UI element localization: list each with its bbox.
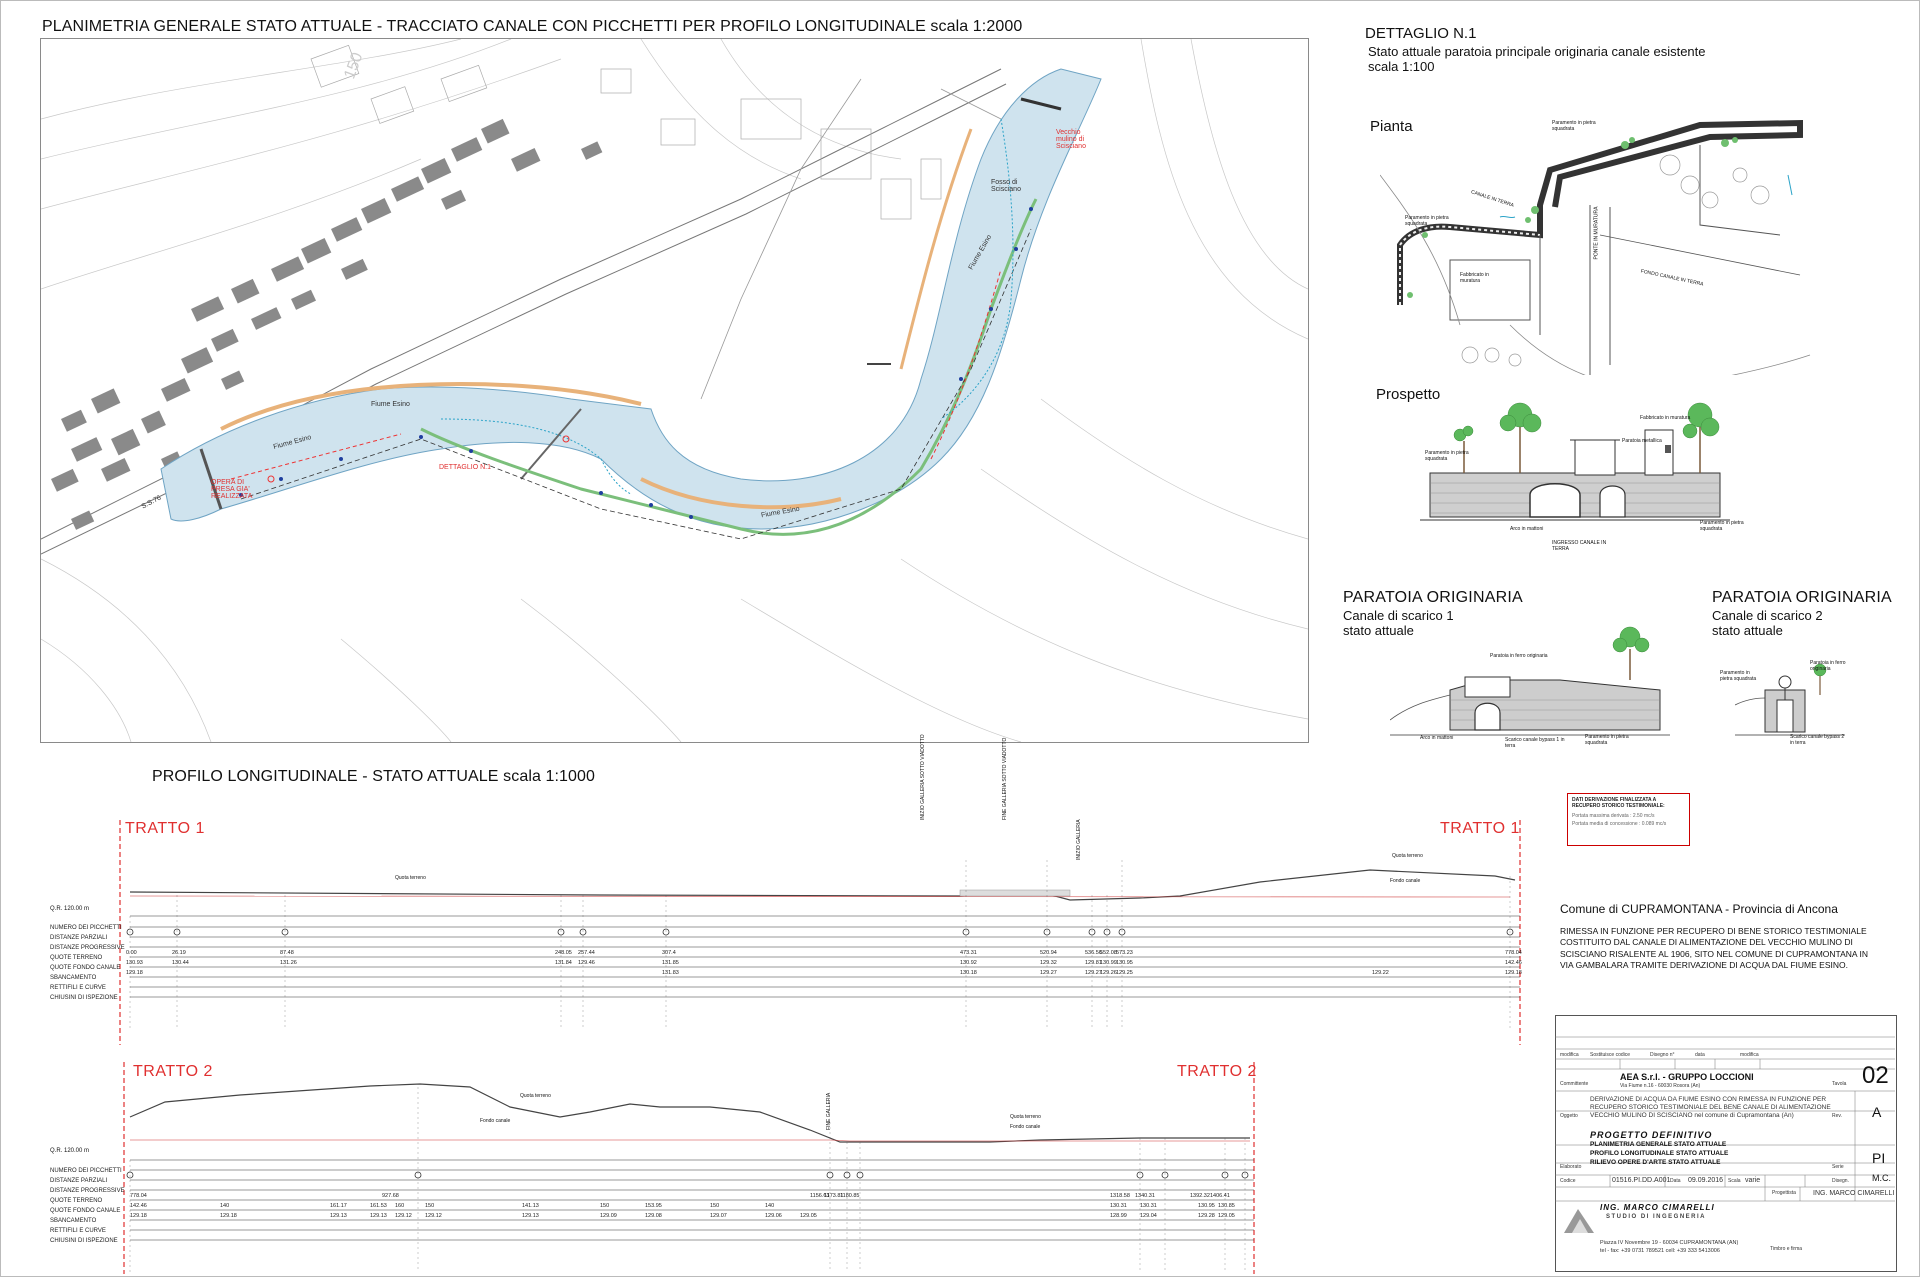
terrain-value: 131.26 bbox=[280, 960, 297, 966]
prospetto-label: Prospetto bbox=[1376, 386, 1441, 403]
river-label-4: Fiume Esino bbox=[967, 233, 994, 272]
channel-bottom-value: 131.83 bbox=[662, 970, 679, 976]
progressive-value: 927.68 bbox=[382, 1193, 399, 1199]
terrain-value: 161.17 bbox=[330, 1203, 347, 1209]
detail-subtitle-1: Stato attuale paratoia principale originaria canale esistente bbox=[1368, 44, 1706, 59]
fosso-label: Fosso di Scisciano bbox=[991, 179, 1021, 193]
vlabel-inizio-galleria-viadotto: INIZIO GALLERIA SOTTO VIADOTTO bbox=[920, 734, 926, 820]
tb-date: 09.09.2016 bbox=[1688, 1177, 1724, 1184]
row-label: CHIUSINI DI ISPEZIONE bbox=[50, 995, 118, 1001]
tb-progettista-label: Progettista bbox=[1772, 1190, 1796, 1196]
progressive-value: 473.31 bbox=[960, 950, 977, 956]
pianta-note-fondo: FONDO CANALE IN TERRA bbox=[1640, 268, 1705, 288]
contour-lines bbox=[41, 39, 1308, 742]
info-box-line1: Portata massima derivata : 2.50 mc/s bbox=[1572, 813, 1655, 819]
profile-tratto1-drawing bbox=[40, 820, 1530, 1050]
pianta-note-paramento: Paramento in pietra squadrata bbox=[1552, 120, 1596, 132]
tratto2-bottom-label-2: Fondo canale bbox=[1010, 1124, 1041, 1130]
tb-timbro: Timbro e firma bbox=[1770, 1246, 1803, 1252]
pianta-note-ponte: PONTE IN MURATURA bbox=[1593, 206, 1600, 260]
tratto2-left-label: TRATTO 2 bbox=[133, 1063, 213, 1080]
tb-scale: varie bbox=[1745, 1177, 1761, 1184]
terrain-value: 130.44 bbox=[172, 960, 189, 966]
tratto1-terrain-label: Quota terreno bbox=[395, 875, 426, 881]
tb-drawing-1: PLANIMETRIA GENERALE STATO ATTUALE bbox=[1590, 1141, 1727, 1148]
site-plan bbox=[40, 38, 1309, 743]
progressive-value: 1156.63 bbox=[810, 1193, 830, 1199]
terrain-value: 160 bbox=[395, 1203, 405, 1209]
terrain-value: 130.95 bbox=[1198, 1203, 1215, 1209]
dettaglio-map-label: DETTAGLIO N.1 bbox=[439, 464, 491, 471]
row-label: DISTANZE PARZIALI bbox=[50, 935, 108, 941]
detail-subtitle-2: scala 1:100 bbox=[1368, 59, 1435, 74]
prospetto-note-arco: Arco in mattoni bbox=[1510, 526, 1544, 532]
progressive-value: 248.05 bbox=[555, 950, 572, 956]
progressive-value: 778.04 bbox=[1505, 950, 1522, 956]
studio-logo-icon bbox=[1562, 1205, 1596, 1235]
terrain-value: 142.46 bbox=[130, 1203, 147, 1209]
channel-bottom-value: 129.22 bbox=[1372, 970, 1389, 976]
terrain-value: 130.92 bbox=[960, 960, 977, 966]
tb-type: PI bbox=[1872, 1150, 1886, 1166]
tb-tavola-label: Tavola bbox=[1832, 1081, 1847, 1087]
progressive-value: 1318.58 bbox=[1110, 1193, 1130, 1199]
tb-client: AEA S.r.l. - GRUPPO LOCCIONI bbox=[1620, 1072, 1754, 1082]
terrain-value: 150 bbox=[425, 1203, 435, 1209]
comune-title: Comune di CUPRAMONTANA - Provincia di Ancona bbox=[1560, 902, 1838, 916]
terrain-value: 131.85 bbox=[662, 960, 679, 966]
road-label: S.S.76 bbox=[140, 494, 163, 511]
paratoia1-note-2: Arco in mattoni bbox=[1420, 735, 1454, 741]
tb-revision: A bbox=[1872, 1104, 1882, 1120]
paratoia1-drawing bbox=[1390, 625, 1670, 740]
row-label: QUOTE FONDO CANALE bbox=[50, 1208, 121, 1214]
paratoia1-line3: stato attuale bbox=[1343, 623, 1414, 638]
progressive-value: 520.94 bbox=[1040, 950, 1057, 956]
river-label-3: Fiume Esino bbox=[760, 505, 801, 520]
progressive-value: 26.19 bbox=[172, 950, 186, 956]
mulino-label: Vecchio mulino di Scisciano bbox=[1056, 129, 1086, 150]
terrain-value: 130.95 bbox=[1116, 960, 1133, 966]
vlabel-fine-galleria-viadotto: FINE GALLERIA SOTTO VIADOTTO bbox=[1002, 737, 1008, 820]
channel-bottom-value: 129.13 bbox=[330, 1213, 347, 1219]
progressive-value: 778.04 bbox=[130, 1193, 147, 1199]
tb-elaborato-label: Elaborato bbox=[1560, 1164, 1582, 1170]
terrain-value: 153.95 bbox=[645, 1203, 662, 1209]
profile-tratto2-drawing bbox=[40, 1062, 1270, 1277]
prospetto-note-fabbricato: Fabbricato in muratura bbox=[1640, 415, 1691, 421]
row-label: CHIUSINI DI ISPEZIONE bbox=[50, 1238, 118, 1244]
profile-title: PROFILO LONGITUDINALE - STATO ATTUALE scala 1:1000 bbox=[152, 768, 596, 785]
channel-bottom-value: 129.05 bbox=[1218, 1213, 1235, 1219]
tb-serie-label: Serie bbox=[1832, 1164, 1844, 1170]
tratto2-terrain-label: Quota terreno bbox=[520, 1093, 551, 1099]
paratoia2-note-2: Paratoia in ferro originaria bbox=[1810, 660, 1846, 672]
channel-bottom-value: 129.18 bbox=[220, 1213, 237, 1219]
paratoia2-line3: stato attuale bbox=[1712, 623, 1783, 638]
tb-modifica-2: modifica bbox=[1740, 1052, 1759, 1058]
contour-label: 150 bbox=[341, 50, 367, 82]
channel-bottom-value: 129.13 bbox=[522, 1213, 539, 1219]
channel-bottom-value: 129.07 bbox=[710, 1213, 727, 1219]
tratto2-bottom-label: Fondo canale bbox=[480, 1118, 511, 1124]
terrain-value: 150 bbox=[710, 1203, 720, 1209]
vlabel-inizio-galleria: INIZIO GALLERIA bbox=[1076, 819, 1082, 860]
tb-rev-label: Rev. bbox=[1832, 1113, 1842, 1119]
river-label-2: Fiume Esino bbox=[371, 401, 410, 408]
progressive-value: 87.48 bbox=[280, 950, 294, 956]
tb-sostituisce: Sostituisce codice bbox=[1590, 1052, 1631, 1058]
channel-bottom-value: 129.18 bbox=[1505, 970, 1522, 976]
project-description: RIMESSA IN FUNZIONE PER RECUPERO DI BENE STORICO TESTIMONIALE COSTITUITO DAL CANALE DI ALIMENTAZIONE DEL VECCHIO MULINO DI SCISCIANO RISALENTE AL 1906, SITO NEL COMUNE DI CUPRAMONTANA IN VIA GAMBALARA TRAMITE DERIVAZIONE DI ACQUA DAL FIUME ESINO. bbox=[1560, 926, 1868, 971]
river-label-1: Fiume Esino bbox=[272, 434, 313, 451]
derivation-data-box bbox=[1567, 793, 1690, 846]
tratto2-terrain-label-2: Quota terreno bbox=[1010, 1114, 1041, 1120]
prospetto-drawing bbox=[1420, 395, 1750, 560]
row-label: DISTANZE PROGRESSIVE bbox=[50, 945, 125, 951]
terrain-value: 130.85 bbox=[1218, 1203, 1235, 1209]
channel-bottom-value: 129.26 bbox=[1100, 970, 1117, 976]
tratto1-bottom-label: Fondo canale bbox=[1390, 878, 1421, 884]
pianta-note-fabbricato: Fabbricato in muratura bbox=[1460, 272, 1489, 284]
terrain-value: 140 bbox=[220, 1203, 230, 1209]
paratoia1-note-3: Scarico canale bypass 1 in terra bbox=[1505, 737, 1565, 749]
row-label: NUMERO DEI PICCHETTI bbox=[50, 925, 122, 931]
info-box-title: DATI DERIVAZIONE FINALIZZATA A RECUPERO STORICO TESTIMONIALE: bbox=[1572, 797, 1665, 809]
terrain-value: 129.32 bbox=[1040, 960, 1057, 966]
tb-client-addr: Via Fiume n.16 - 60030 Rosora (An) bbox=[1620, 1083, 1701, 1089]
terrain-value: 130.31 bbox=[1110, 1203, 1127, 1209]
row-label: NUMERO DEI PICCHETTI bbox=[50, 1168, 122, 1174]
channel-bottom-value: 129.12 bbox=[395, 1213, 412, 1219]
paratoia2-line2: Canale di scarico 2 bbox=[1712, 608, 1823, 623]
tb-contacts: tel - fax: +39 0731 789521 cell: +39 333 5413006 bbox=[1600, 1248, 1720, 1254]
tb-modifica-1: modifica bbox=[1560, 1052, 1579, 1058]
pianta-drawing bbox=[1380, 115, 1820, 375]
tb-drawn-by: M.C. bbox=[1872, 1173, 1891, 1183]
terrain-value: 141.13 bbox=[522, 1203, 539, 1209]
tb-address: Piazza IV Novembre 19 - 60034 CUPRAMONTANA (AN) bbox=[1600, 1240, 1739, 1246]
channel-bottom-value: 130.18 bbox=[960, 970, 977, 976]
tratto2-qr: Q.R. 120.00 m bbox=[50, 1148, 90, 1154]
opera-label: OPERA DI PRESA GIA' REALIZZATA bbox=[211, 479, 253, 500]
tratto1-right-label: TRATTO 1 bbox=[1440, 820, 1520, 837]
terrain-value: 140 bbox=[765, 1203, 775, 1209]
pianta-note-paramento-2: Paramento in pietra squadrata bbox=[1405, 215, 1449, 227]
channel-bottom-value: 129.08 bbox=[645, 1213, 662, 1219]
tb-drawing-3: RILIEVO OPERE D'ARTE STATO ATTUALE bbox=[1590, 1159, 1721, 1166]
row-label: DISTANZE PARZIALI bbox=[50, 1178, 108, 1184]
progressive-value: 307.4 bbox=[662, 950, 676, 956]
channel-bottom-value: 129.27 bbox=[1085, 970, 1102, 976]
tb-codice-label: Codice bbox=[1560, 1178, 1576, 1184]
tb-disegno: Disegno n° bbox=[1650, 1052, 1675, 1058]
tb-drawing-2: PROFILO LONGITUDINALE STATO ATTUALE bbox=[1590, 1150, 1729, 1157]
progressive-value: 1340.31 bbox=[1135, 1193, 1155, 1199]
progressive-value: 257.44 bbox=[578, 950, 595, 956]
pianta-note-canale: CANALE IN TERRA bbox=[1470, 189, 1515, 209]
paratoia2-note-3: Scarico canale bypass 2 in terra bbox=[1790, 734, 1845, 746]
paratoia1-line2: Canale di scarico 1 bbox=[1343, 608, 1454, 623]
tb-object: DERIVAZIONE DI ACQUA DA FIUME ESINO CON RIMESSA IN FUNZIONE PER RECUPERO STORICO TESTIMONIALE DEL BENE CANALE DI ALIMENTAZIONE VECCHIO MULINO DI SCISCIANO nel comune di Cupramontana (An) bbox=[1590, 1096, 1831, 1119]
row-label: DISTANZE PROGRESSIVE bbox=[50, 1188, 125, 1194]
terrain-value: 131.84 bbox=[555, 960, 572, 966]
channel-bottom-value: 129.09 bbox=[600, 1213, 617, 1219]
channel-bottom-value: 128.99 bbox=[1110, 1213, 1127, 1219]
channel-bottom-value: 129.18 bbox=[130, 1213, 147, 1219]
paratoia1-note-4: Paramento in pietra squadrata bbox=[1585, 734, 1629, 746]
paratoia2-title: PARATOIA ORIGINARIA bbox=[1712, 589, 1892, 606]
tb-phase: PROGETTO DEFINITIVO bbox=[1590, 1130, 1713, 1140]
tb-oggetto-label: Oggetto bbox=[1560, 1113, 1578, 1119]
paratoia1-title: PARATOIA ORIGINARIA bbox=[1343, 589, 1523, 606]
prospetto-note-paratoia: Paratoia metallica bbox=[1622, 438, 1662, 444]
tb-disegnatore-label: Disegn. bbox=[1832, 1178, 1849, 1184]
prospetto-note-paramento-2: Paramento in pietra squadrata bbox=[1700, 520, 1744, 532]
detail-title: DETTAGLIO N.1 bbox=[1365, 25, 1477, 42]
progressive-value: 1392.32 bbox=[1190, 1193, 1210, 1199]
pianta-label: Pianta bbox=[1370, 118, 1413, 135]
tratto1-left-label: TRATTO 1 bbox=[125, 820, 205, 837]
tratto1-qr: Q.R. 120.00 m bbox=[50, 906, 90, 912]
row-label: QUOTE TERRENO bbox=[50, 955, 103, 961]
progressive-value: 536.56 bbox=[1085, 950, 1102, 956]
tb-studio-sub: STUDIO DI INGEGNERIA bbox=[1606, 1214, 1707, 1220]
tratto2-right-label: TRATTO 2 bbox=[1177, 1063, 1257, 1080]
terrain-value: 130.99 bbox=[1100, 960, 1117, 966]
tratto2-row-labels bbox=[50, 1168, 125, 1248]
terrain-value: 130.31 bbox=[1140, 1203, 1157, 1209]
channel-bottom-value: 129.13 bbox=[370, 1213, 387, 1219]
tb-code: 01516.PI.DD.A001 bbox=[1612, 1177, 1671, 1184]
tb-data-mod: data bbox=[1695, 1052, 1705, 1058]
info-box-line2: Portata media di concessione : 0.089 mc/s bbox=[1572, 821, 1667, 827]
row-label: SBANCAMENTO bbox=[50, 1218, 97, 1224]
tb-designer: ING. MARCO CIMARELLI bbox=[1813, 1190, 1895, 1197]
channel-bottom-value: 129.12 bbox=[425, 1213, 442, 1219]
progressive-value: 573.23 bbox=[1116, 950, 1133, 956]
channel-bottom-value: 129.27 bbox=[1040, 970, 1057, 976]
terrain-value: 129.81 bbox=[1085, 960, 1102, 966]
channel-bottom-value: 129.05 bbox=[800, 1213, 817, 1219]
tratto1-terrain-label-2: Quota terreno bbox=[1392, 853, 1423, 859]
terrain-value: 150 bbox=[600, 1203, 610, 1209]
channel-bottom-value: 129.25 bbox=[1116, 970, 1133, 976]
tb-committente-label: Committente bbox=[1560, 1081, 1589, 1087]
progressive-value: 1173.81 bbox=[824, 1193, 844, 1199]
terrain-value: 142.46 bbox=[1505, 960, 1522, 966]
row-label: QUOTE FONDO CANALE bbox=[50, 965, 121, 971]
progressive-value: 1180.85 bbox=[840, 1193, 860, 1199]
channel-bottom-value: 129.18 bbox=[126, 970, 143, 976]
tb-data-label: Data bbox=[1670, 1178, 1681, 1184]
terrain-value: 129.46 bbox=[578, 960, 595, 966]
row-label: QUOTE TERRENO bbox=[50, 1198, 103, 1204]
map-title: PLANIMETRIA GENERALE STATO ATTUALE - TRACCIATO CANALE CON PICCHETTI PER PROFILO LONGITUDINALE scala 1:2000 bbox=[42, 18, 1023, 35]
progressive-value: 0.00 bbox=[126, 950, 137, 956]
channel-bottom-value: 129.28 bbox=[1198, 1213, 1215, 1219]
tb-scala-label: Scala bbox=[1728, 1178, 1741, 1184]
terrain-value: 161.53 bbox=[370, 1203, 387, 1209]
site-plan-drawing bbox=[41, 39, 1308, 742]
progressive-value: 552.08 bbox=[1100, 950, 1117, 956]
prospetto-note-paramento: Paramento in pietra squadrata bbox=[1425, 450, 1469, 462]
tb-sheet-number: 02 bbox=[1862, 1062, 1889, 1089]
paratoia2-note-1: Paramento in pietra squadrata bbox=[1720, 670, 1757, 682]
progressive-value: 1406.41 bbox=[1210, 1193, 1230, 1199]
paratoia1-note-1: Paratoia in ferro originaria bbox=[1490, 653, 1548, 659]
tratto1-row-labels bbox=[50, 925, 125, 1005]
terrain-value: 130.93 bbox=[126, 960, 143, 966]
channel-bottom-value: 129.06 bbox=[765, 1213, 782, 1219]
tb-studio: ING. MARCO CIMARELLI bbox=[1600, 1203, 1715, 1212]
vlabel-fine-galleria: FINE GALLERIA bbox=[826, 1092, 832, 1130]
prospetto-note-ingresso: INGRESSO CANALE IN TERRA bbox=[1552, 540, 1607, 552]
channel-bottom-value: 129.04 bbox=[1140, 1213, 1157, 1219]
row-label: RETTIFILI E CURVE bbox=[50, 985, 106, 991]
row-label: RETTIFILI E CURVE bbox=[50, 1228, 106, 1234]
row-label: SBANCAMENTO bbox=[50, 975, 97, 981]
